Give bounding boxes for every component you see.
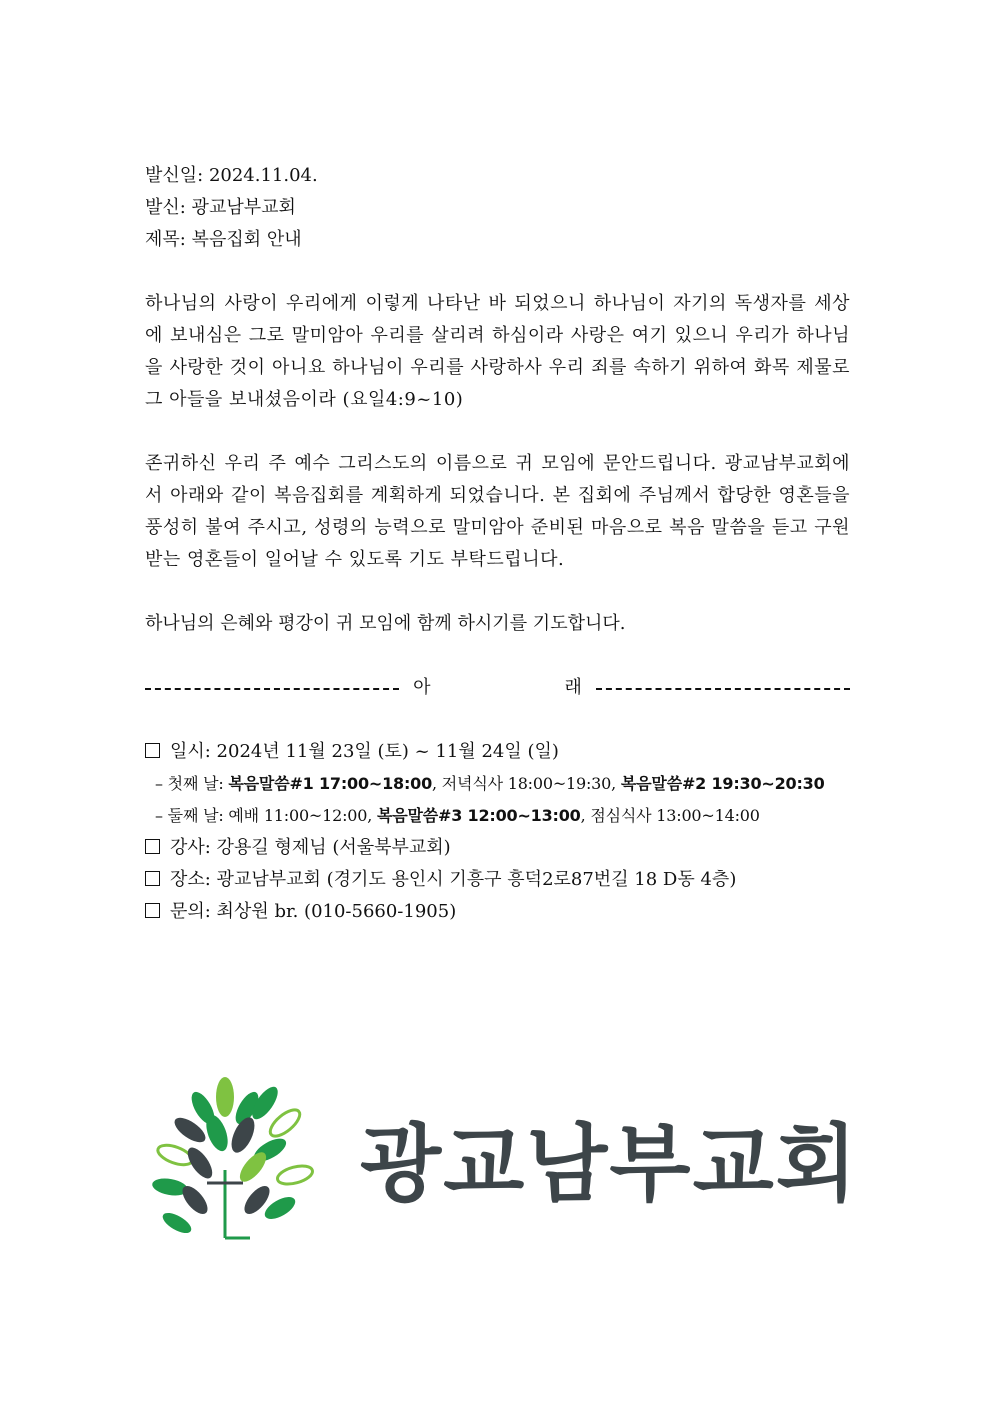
contact-item: 문의: 최상원 br. (010-5660-1905) <box>145 896 850 928</box>
day2-item: – 둘째 날: 예배 11:00~12:00, 복음말씀#3 12:00~13:00, 점심식사 13:00~14:00 <box>155 806 760 825</box>
subject: 제목: 복음집회 안내 <box>145 229 302 250</box>
greeting-paragraph: 존귀하신 우리 주 예수 그리스도의 이름으로 귀 모임에 문안드립니다. 광교남부교회에서 아래와 같이 복음집회를 계획하게 되었습니다. 본 집회에 주님께서 합당한 영혼들을 풍성히 불여 주시고, 성령의 능력으로 말미암아 준비된 마음으로 복음 말씀을 듣고 구원받는 영혼들이 일어날 수 있도록 기도 부탁드립니다. <box>145 453 850 570</box>
schedule-item: 일시: 2024년 11월 23일 (토) ~ 11월 24일 (일) <box>145 736 850 768</box>
day1-item: – 첫째 날: 복음말씀#1 17:00~18:00, 저녁식사 18:00~19:30, 복음말씀#2 19:30~20:30 <box>155 774 825 793</box>
checkbox-icon <box>145 839 160 854</box>
checkbox-icon <box>145 743 160 758</box>
tree-logo-icon <box>145 1075 325 1245</box>
send-date: 발신일: 2024.11.04. <box>145 165 318 186</box>
checkbox-icon <box>145 903 160 918</box>
checkbox-icon <box>145 871 160 886</box>
divider-label-left: 아 <box>413 677 431 698</box>
divider-label-right: 래 <box>564 677 582 698</box>
closing-line: 하나님의 은혜와 평강이 귀 모임에 함께 하시기를 기도합니다. <box>145 613 626 634</box>
logo-church-name: 광교남부교회 <box>360 1115 859 1213</box>
location-item: 장소: 광교남부교회 (경기도 용인시 기흥구 흥덕2로87번길 18 D동 4층) <box>145 864 850 896</box>
document-page <box>145 160 850 928</box>
scripture-verse: 하나님의 사랑이 우리에게 이렇게 나타난 바 되었으니 하나님이 자기의 독생자를 세상에 보내심은 그로 말미암아 우리를 살리려 하심이라 사랑은 여기 있으니 우리가 하나님을 사랑한 것이 아니요 하나님이 우리를 사랑하사 우리 죄를 속하기 위하여 화목 제물로 그 아들을 보내셨음이라 (요일4:9~10) <box>145 293 850 410</box>
speaker-item: 강사: 강용길 형제님 (서울북부교회) <box>145 832 850 864</box>
sender: 발신: 광교남부교회 <box>145 197 296 218</box>
church-logo <box>145 1075 859 1245</box>
section-divider <box>145 672 850 704</box>
